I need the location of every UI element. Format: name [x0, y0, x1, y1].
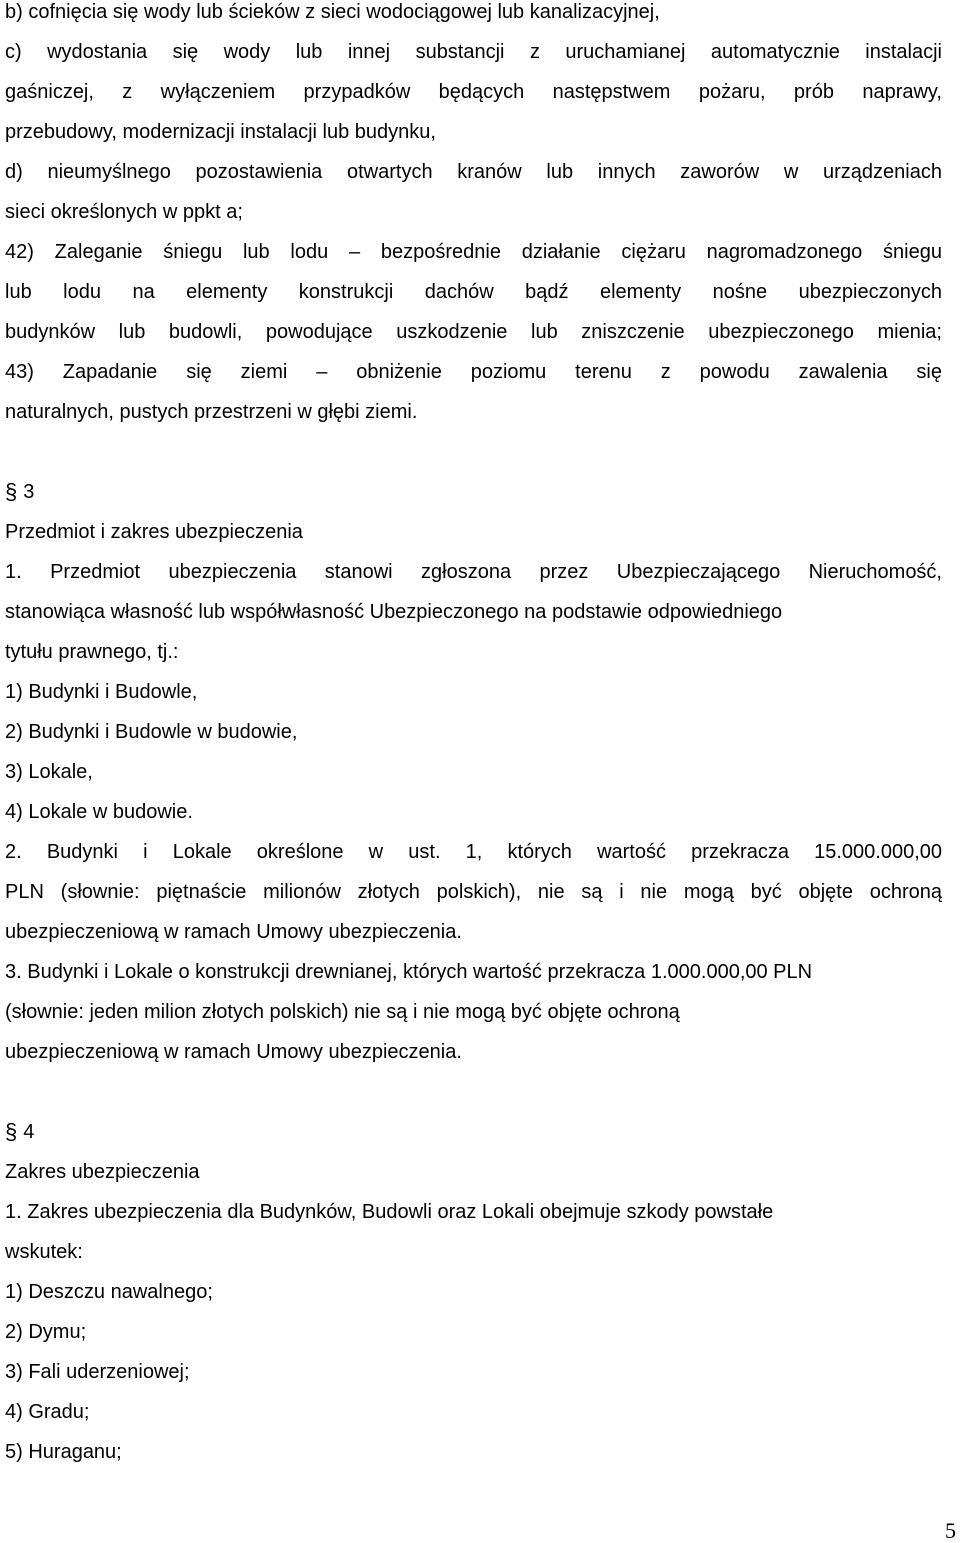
text-line: 43) Zapadanie się ziemi – obniżenie poziomu terenu z powodu zawalenia się	[5, 361, 942, 383]
text-line: ubezpieczeniową w ramach Umowy ubezpieczenia.	[5, 1041, 462, 1063]
text-line: 42) Zaleganie śniegu lub lodu – bezpośrednie działanie ciężaru nagromadzonego śniegu	[5, 241, 942, 263]
section-title: Zakres ubezpieczenia	[5, 1161, 200, 1183]
text-line: wskutek:	[5, 1241, 83, 1263]
text-line: PLN (słownie: piętnaście milionów złotych polskich), nie są i nie mogą być objęte ochroną	[5, 881, 942, 903]
section-title: Przedmiot i zakres ubezpieczenia	[5, 521, 303, 543]
text-line: 2. Budynki i Lokale określone w ust. 1, których wartość przekracza 15.000.000,00	[5, 841, 942, 863]
list-item: 1) Deszczu nawalnego;	[5, 1281, 213, 1303]
section-heading	[5, 480, 942, 504]
text-line: 1. Przedmiot ubezpieczenia stanowi zgłoszona przez Ubezpieczającego Nieruchomość,	[5, 561, 942, 583]
list-item: 4) Gradu;	[5, 1401, 90, 1423]
text-line: stanowiąca własność lub współwłasność Ubezpieczonego na podstawie odpowiedniego	[5, 601, 783, 623]
text-line: 3. Budynki i Lokale o konstrukcji drewnianej, których wartość przekracza 1.000.000,00 PLN	[5, 961, 813, 983]
text-line: d) nieumyślnego pozostawienia otwartych kranów lub innych zaworów w urządzeniach	[5, 161, 942, 183]
text-line: 1. Zakres ubezpieczenia dla Budynków, Budowli oraz Lokali obejmuje szkody powstałe	[5, 1201, 774, 1223]
list-item: 3) Fali uderzeniowej;	[5, 1361, 190, 1383]
section-number: 4	[23, 1121, 35, 1143]
text-line: b) cofnięcia się wody lub ścieków z sieci wodociągowej lub kanalizacyjnej,	[5, 1, 660, 23]
section-sign-icon: §	[5, 479, 18, 504]
list-item: 5) Huraganu;	[5, 1441, 122, 1463]
section-heading	[5, 1120, 942, 1144]
list-item: 2) Dymu;	[5, 1321, 87, 1343]
text-line: sieci określonych w ppkt a;	[5, 201, 243, 223]
section-number: 3	[23, 481, 35, 503]
list-item: 4) Lokale w budowie.	[5, 801, 193, 823]
text-line: c) wydostania się wody lub innej substancji z uruchamianej automatycznie instalacji	[5, 41, 942, 63]
section-sign-icon: §	[5, 1119, 18, 1144]
text-line: gaśniczej, z wyłączeniem przypadków będących następstwem pożaru, prób naprawy,	[5, 81, 942, 103]
text-line: ubezpieczeniową w ramach Umowy ubezpieczenia.	[5, 921, 462, 943]
text-line: (słownie: jeden milion złotych polskich) nie są i nie mogą być objęte ochroną	[5, 1001, 680, 1023]
list-item: 3) Lokale,	[5, 761, 93, 783]
list-item: 1) Budynki i Budowle,	[5, 681, 198, 703]
list-item: 2) Budynki i Budowle w budowie,	[5, 721, 298, 743]
text-line: tytułu prawnego, tj.:	[5, 641, 179, 663]
text-line: przebudowy, modernizacji instalacji lub budynku,	[5, 121, 436, 143]
text-line: naturalnych, pustych przestrzeni w głębi ziemi.	[5, 401, 418, 423]
page-number: 5	[945, 1518, 956, 1543]
text-line: budynków lub budowli, powodujące uszkodzenie lub zniszczenie ubezpieczonego mienia;	[5, 321, 942, 343]
text-line: lub lodu na elementy konstrukcji dachów bądź elementy nośne ubezpieczonych	[5, 281, 942, 303]
